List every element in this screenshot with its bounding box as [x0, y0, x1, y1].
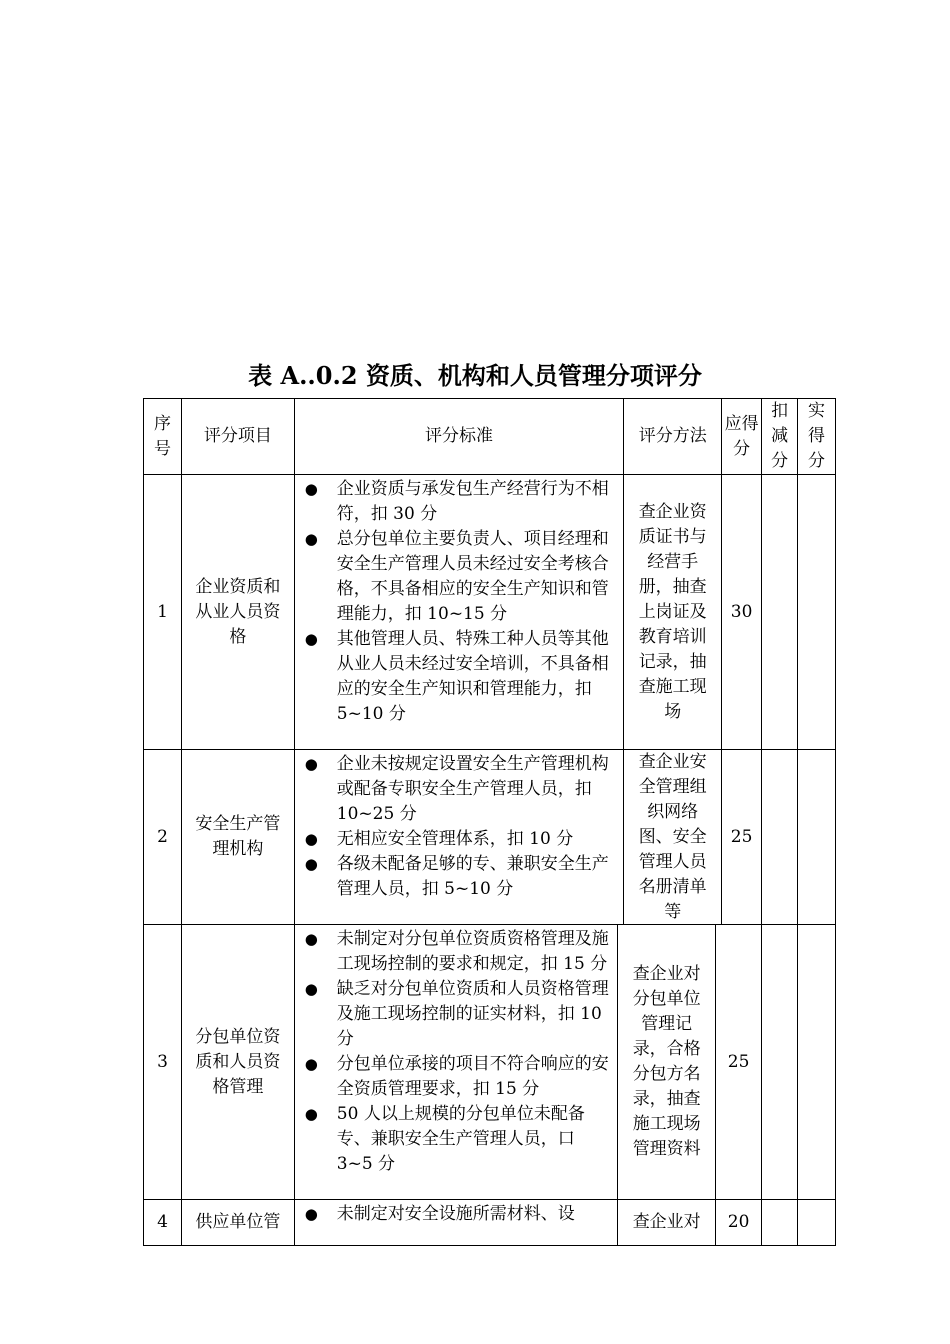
row-actual	[798, 1200, 836, 1246]
row-method: 查企业对	[618, 1200, 716, 1246]
row-item: 分包单位资质和人员资格管理	[182, 925, 295, 1200]
header-points: 应得分	[722, 399, 762, 475]
criteria-item: ● 各级未配备足够的专、兼职安全生产管理人员，扣 5~10 分	[305, 852, 615, 902]
table-row	[143, 925, 836, 1200]
criteria-item: ● 总分包单位主要负责人、项目经理和安全生产管理人员未经过安全考核合格，不具备相应的安全生产知识和管理能力，扣 10~15 分	[305, 527, 615, 627]
row-no: 4	[144, 1200, 182, 1246]
table-title: 表 A..0.2 资质、机构和人员管理分项评分	[248, 361, 702, 390]
row-item: 企业资质和从业人员资格	[182, 475, 295, 750]
row-actual	[798, 475, 836, 750]
criteria-item: ● 企业资质与承发包生产经营行为不相符，扣 30 分	[305, 477, 615, 527]
row-actual	[798, 750, 836, 925]
row-criteria	[295, 925, 618, 1200]
row-deduct	[762, 1200, 798, 1246]
row-no: 2	[144, 750, 182, 925]
row-no: 3	[144, 925, 182, 1200]
row-method: 查企业安全管理组织网络图、安全管理人员名册清单等	[624, 750, 722, 925]
header-method: 评分方法	[624, 399, 722, 475]
header-deduct: 扣减分	[762, 399, 798, 475]
criteria-item: ● 企业未按规定设置安全生产管理机构或配备专职安全生产管理人员，扣 10~25 分	[305, 752, 615, 827]
row-deduct	[762, 475, 798, 750]
header-item: 评分项目	[182, 399, 295, 475]
row-criteria	[295, 475, 624, 750]
row-criteria	[295, 1200, 618, 1246]
criteria-item: ● 无相应安全管理体系，扣 10 分	[305, 827, 615, 852]
row-deduct	[762, 925, 798, 1200]
row-method: 查企业资质证书与经营手册，抽查上岗证及教育培训记录，抽查施工现场	[624, 475, 722, 750]
row-actual	[798, 925, 836, 1200]
criteria-item: ● 未制定对安全设施所需材料、设	[305, 1202, 609, 1227]
criteria-item: ● 缺乏对分包单位资质和人员资格管理及施工现场控制的证实材料，扣 10 分	[305, 977, 609, 1052]
row-points: 25	[722, 750, 762, 925]
row-points: 30	[722, 475, 762, 750]
header-criteria: 评分标准	[295, 399, 625, 475]
criteria-item: ● 未制定对分包单位资质资格管理及施工现场控制的要求和规定，扣 15 分	[305, 927, 609, 977]
row-criteria	[295, 750, 624, 925]
header-no: 序号	[144, 399, 182, 475]
table-row	[143, 750, 836, 925]
criteria-item: ● 50 人以上规模的分包单位未配备专、兼职安全生产管理人员，口 3~5 分	[305, 1102, 609, 1177]
row-no: 1	[144, 475, 182, 750]
scoring-table	[143, 398, 836, 1246]
table-header-row	[143, 398, 836, 475]
row-item: 安全生产管理机构	[182, 750, 295, 925]
row-points: 25	[716, 925, 762, 1200]
row-points: 20	[716, 1200, 762, 1246]
row-deduct	[762, 750, 798, 925]
criteria-item: ● 其他管理人员、特殊工种人员等其他从业人员未经过安全培训，不具备相应的安全生产知识和管理能力，扣 5~10 分	[305, 627, 615, 727]
row-method: 查企业对分包单位管理记录，合格分包方名录，抽查施工现场管理资料	[618, 925, 716, 1200]
table-row	[143, 1200, 836, 1246]
table-row	[143, 475, 836, 750]
header-actual: 实得分	[798, 399, 836, 475]
row-item: 供应单位管	[182, 1200, 295, 1246]
criteria-item: ● 分包单位承接的项目不符合响应的安全资质管理要求，扣 15 分	[305, 1052, 609, 1102]
